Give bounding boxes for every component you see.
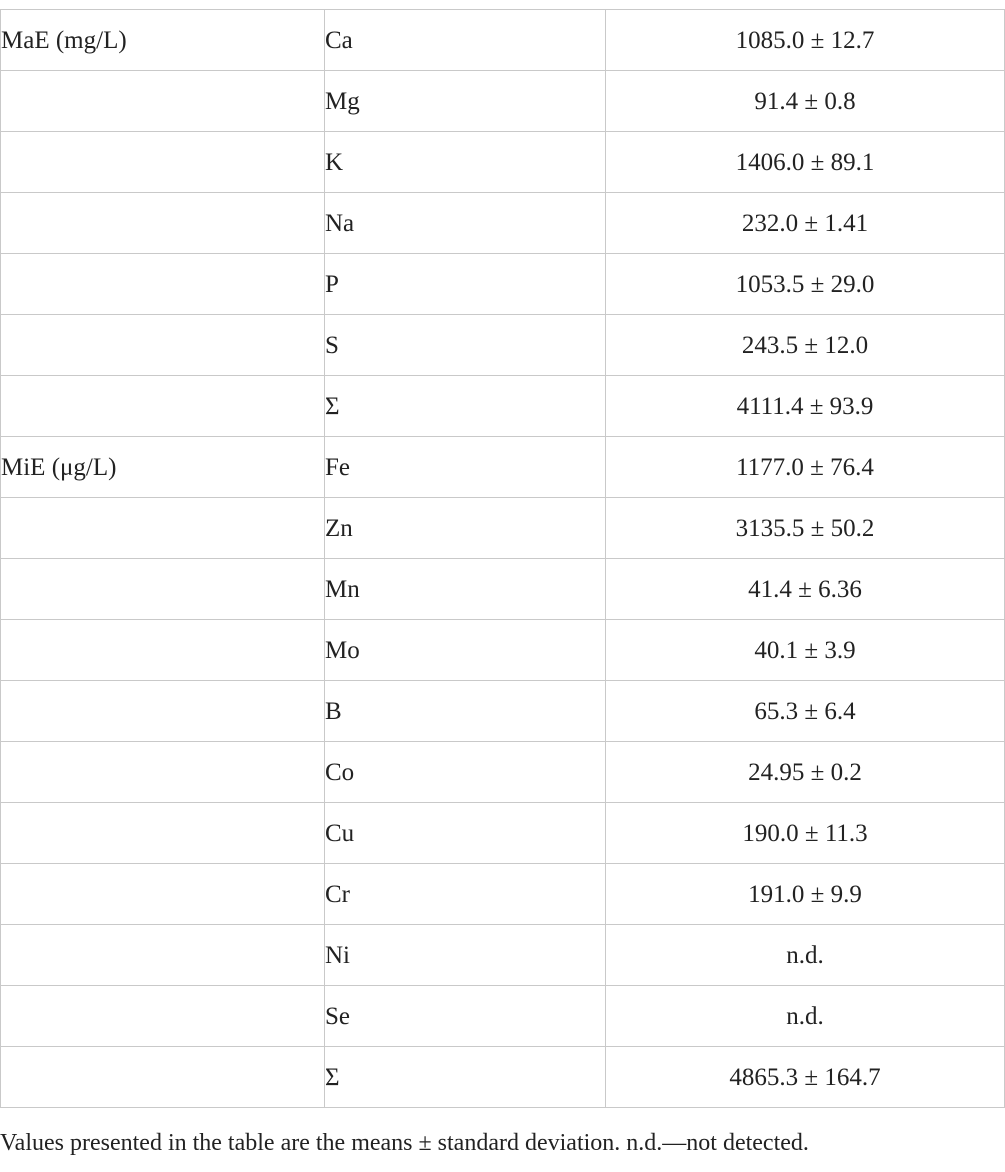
group-label-cell: [1, 925, 325, 986]
element-cell: Na: [325, 193, 606, 254]
value-cell: 1406.0 ± 89.1: [606, 132, 1005, 193]
element-cell: Cr: [325, 864, 606, 925]
group-label-cell: [1, 193, 325, 254]
group-label-cell: [1, 559, 325, 620]
value-cell: 1177.0 ± 76.4: [606, 437, 1005, 498]
value-cell: 41.4 ± 6.36: [606, 559, 1005, 620]
group-label-cell: [1, 254, 325, 315]
element-cell: Zn: [325, 498, 606, 559]
table-row: [1, 315, 1005, 376]
value-cell: 4111.4 ± 93.9: [606, 376, 1005, 437]
value-cell: 191.0 ± 9.9: [606, 864, 1005, 925]
element-cell: Ni: [325, 925, 606, 986]
table-row: [1, 864, 1005, 925]
element-cell: S: [325, 315, 606, 376]
table-row: [1, 681, 1005, 742]
table-row: [1, 498, 1005, 559]
table-row: [1, 254, 1005, 315]
group-label-cell: MiE (μg/L): [1, 437, 325, 498]
table-row: [1, 1047, 1005, 1108]
group-label-cell: [1, 620, 325, 681]
value-cell: 232.0 ± 1.41: [606, 193, 1005, 254]
element-cell: Σ: [325, 376, 606, 437]
element-cell: Fe: [325, 437, 606, 498]
value-cell: 65.3 ± 6.4: [606, 681, 1005, 742]
group-label-cell: [1, 681, 325, 742]
table-row: [1, 620, 1005, 681]
table-row: [1, 986, 1005, 1047]
group-label-cell: [1, 376, 325, 437]
table-row: [1, 803, 1005, 864]
element-cell: Se: [325, 986, 606, 1047]
value-cell: 243.5 ± 12.0: [606, 315, 1005, 376]
table-row: [1, 559, 1005, 620]
value-cell: 91.4 ± 0.8: [606, 71, 1005, 132]
group-label-cell: [1, 1047, 325, 1108]
group-label-cell: [1, 803, 325, 864]
group-label-cell: [1, 986, 325, 1047]
value-cell: 40.1 ± 3.9: [606, 620, 1005, 681]
element-cell: Σ: [325, 1047, 606, 1108]
element-cell: P: [325, 254, 606, 315]
table-row: [1, 71, 1005, 132]
value-cell: n.d.: [606, 925, 1005, 986]
mineral-content-table: [0, 9, 1005, 1108]
table-row: [1, 437, 1005, 498]
element-cell: K: [325, 132, 606, 193]
group-label-cell: [1, 498, 325, 559]
table-row: [1, 925, 1005, 986]
element-cell: Cu: [325, 803, 606, 864]
value-cell: 1053.5 ± 29.0: [606, 254, 1005, 315]
group-label-cell: [1, 864, 325, 925]
group-label-cell: MaE (mg/L): [1, 10, 325, 71]
element-cell: B: [325, 681, 606, 742]
table-footnote: Values presented in the table are the means ± standard deviation. n.d.—not detected.: [0, 1130, 809, 1156]
value-cell: 24.95 ± 0.2: [606, 742, 1005, 803]
table-row: [1, 10, 1005, 71]
element-cell: Mg: [325, 71, 606, 132]
value-cell: 3135.5 ± 50.2: [606, 498, 1005, 559]
element-cell: Co: [325, 742, 606, 803]
table-row: [1, 376, 1005, 437]
value-cell: 4865.3 ± 164.7: [606, 1047, 1005, 1108]
group-label-cell: [1, 742, 325, 803]
table-row: [1, 742, 1005, 803]
value-cell: n.d.: [606, 986, 1005, 1047]
element-cell: Ca: [325, 10, 606, 71]
value-cell: 1085.0 ± 12.7: [606, 10, 1005, 71]
group-label-cell: [1, 315, 325, 376]
element-cell: Mn: [325, 559, 606, 620]
table-row: [1, 132, 1005, 193]
group-label-cell: [1, 132, 325, 193]
table-row: [1, 193, 1005, 254]
value-cell: 190.0 ± 11.3: [606, 803, 1005, 864]
element-cell: Mo: [325, 620, 606, 681]
group-label-cell: [1, 71, 325, 132]
